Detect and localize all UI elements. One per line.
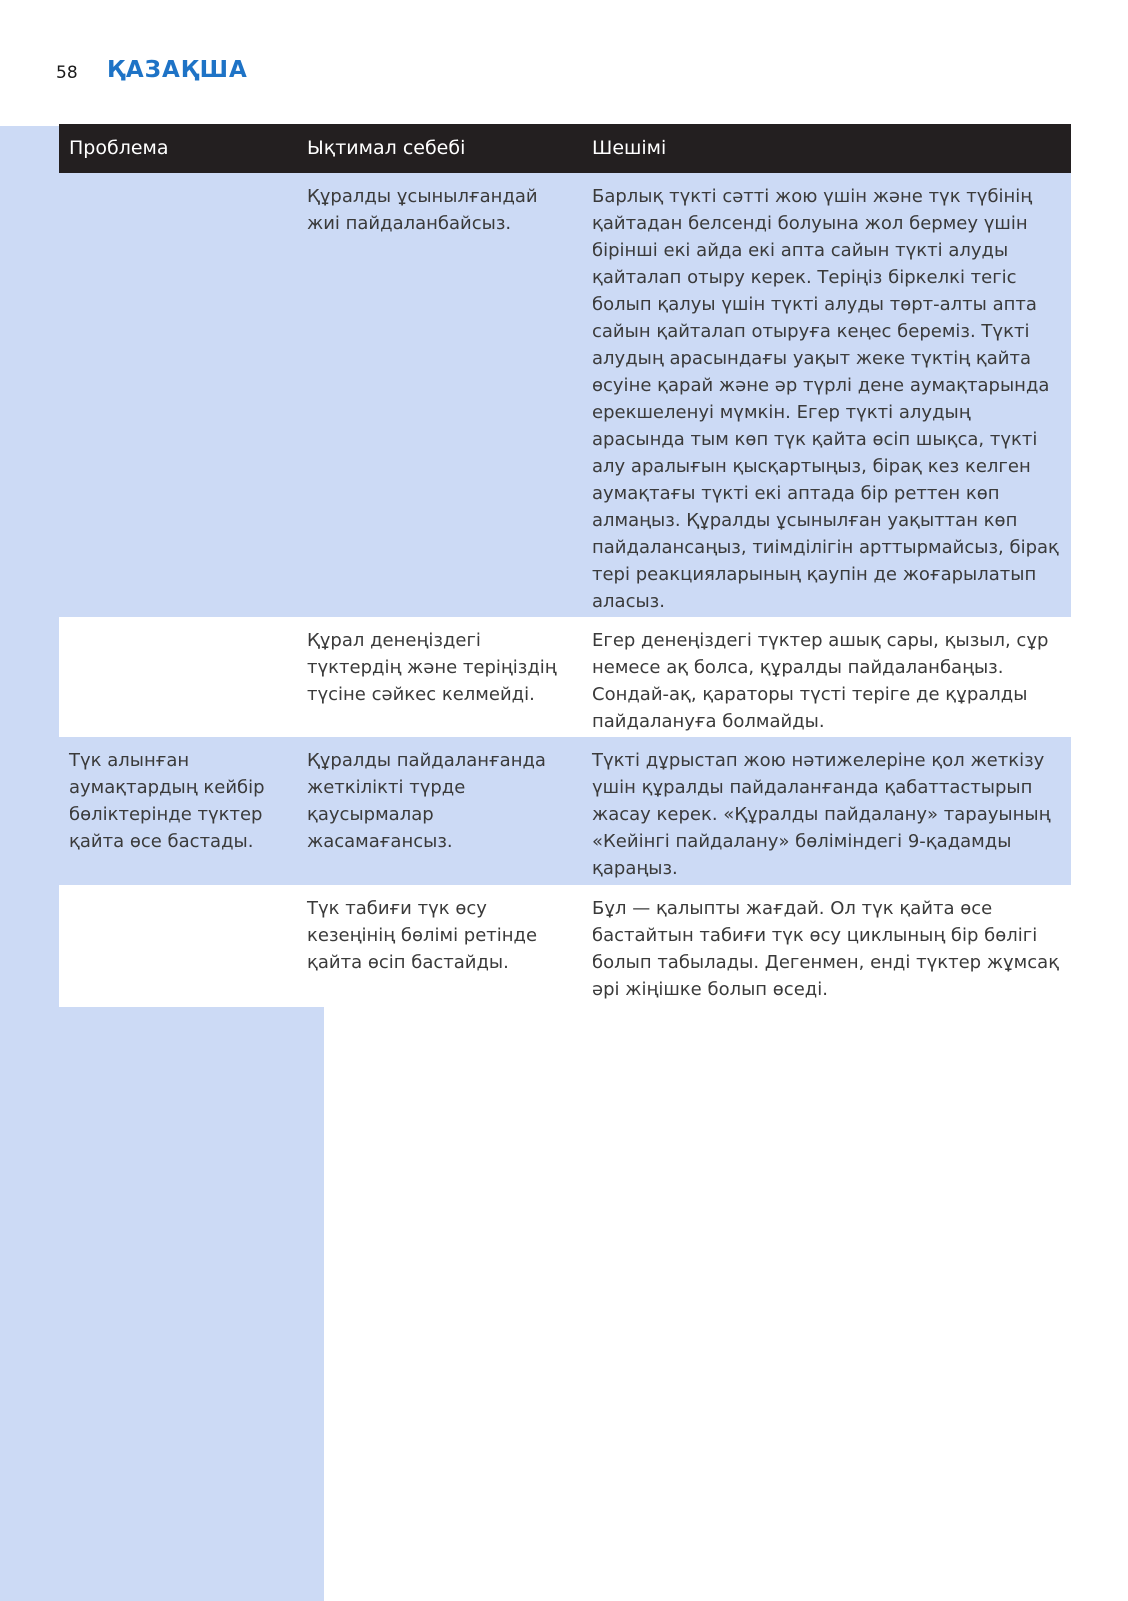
cell-solution: Барлық түкті сәтті жою үшін және түк түбінің қайтадан белсенді болуына жол бермеу үшін бірінші екі айда екі апта сайын түкті алуды қайталап отыру керек. Теріңіз біркелкі тегіс болып қалуы үшін түкті алуды төрт-алты апта сайын қайталап отыруға кеңес береміз. Түкті алудың арасындағы уақыт жеке түктің қайта өсуіне қарай және әр түрлі дене аумақтарында ерекшеленуі мүмкін. Егер түкті алудың арасында тым көп түк қайта өсіп шықса, түкті алу аралығын қысқартыңыз, бірақ кез келген аумақтағы түкті екі аптада бір реттен көп алмаңыз. Құралды ұсынылған уақыттан көп пайдалансаңыз, тиімділігін арттырмайсыз, бірақ тері реакцияларының қаупін де жоғарылатып аласыз. <box>592 186 1059 612</box>
table-row <box>59 173 1071 617</box>
cell-solution: Егер денеңіздегі түктер ашық сары, қызыл, сұр немесе ақ болса, құралды пайдаланбаңыз. Сондай-ақ, қараторы түсті теріге де құралды пайдалануға болмайды. <box>592 630 1049 732</box>
header-cause: Ықтимал себебі <box>307 137 466 159</box>
cell-solution: Бұл — қалыпты жағдай. Ол түк қайта өсе бастайтын табиғи түк өсу циклының бір бөлігі болып табылады. Дегенмен, енді түктер жұмсақ әрі жіңішке болып өседі. <box>592 898 1060 1000</box>
header-solution: Шешімі <box>592 137 667 159</box>
table-header-row <box>59 124 1071 173</box>
table-row <box>59 885 1071 1007</box>
table-row <box>59 617 1071 737</box>
cell-cause: Құрал денеңіздегі түктердің және теріңіздің түсіне сәйкес келмейді. <box>307 630 557 705</box>
table-row <box>59 737 1071 885</box>
troubleshooting-table <box>59 124 1071 1007</box>
cell-solution: Түкті дұрыстап жою нәтижелеріне қол жеткізу үшін құралды пайдаланғанда қабаттастырып жасау керек. «Құралды пайдалану» тарауының «Кейінгі пайдалану» бөліміндегі 9-қадамды қараңыз. <box>592 750 1051 879</box>
page-number: 58 <box>56 63 78 83</box>
header-problem: Проблема <box>69 137 169 159</box>
cell-cause: Құралды ұсынылғандай жиі пайдаланбайсыз. <box>307 186 538 234</box>
section-title: ҚАЗАҚША <box>107 57 248 83</box>
cell-problem <box>59 617 297 737</box>
cell-problem <box>59 885 297 1007</box>
cell-problem: Түк алынған аумақтардың кейбір бөліктерінде түктер қайта өсе бастады. <box>69 750 265 852</box>
cell-cause: Түк табиғи түк өсу кезеңінің бөлімі ретінде қайта өсіп бастайды. <box>307 898 538 973</box>
cell-problem <box>59 173 297 617</box>
cell-cause: Құралды пайдаланғанда жеткілікті түрде қаусырмалар жасамағансыз. <box>307 750 546 852</box>
